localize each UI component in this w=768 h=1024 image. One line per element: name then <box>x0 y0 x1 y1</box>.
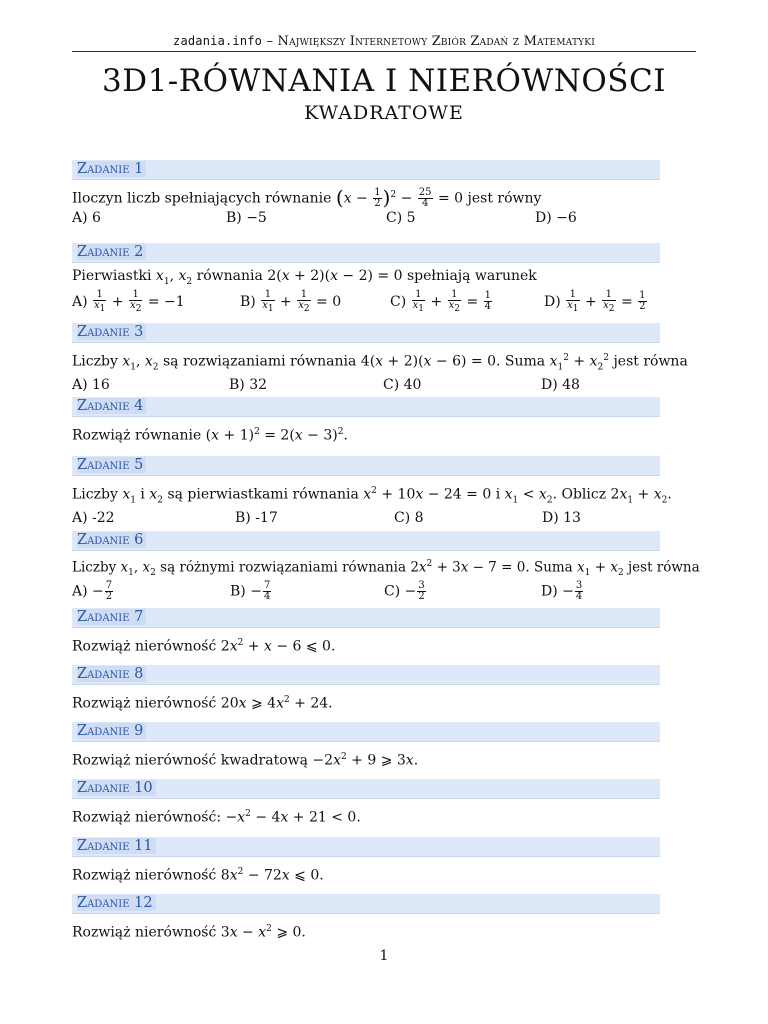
task-text: Rozwiąż nierówność $2x^2 + x - 6$ ⩽ 0. <box>72 638 336 655</box>
answer-d: D) −6 <box>535 210 577 227</box>
answer-d: D) 13 <box>542 510 581 527</box>
answer-a: A) 16 <box>72 377 110 394</box>
task-heading: Zadanie 2 <box>72 243 660 263</box>
answer-options <box>72 509 660 527</box>
task-text: Rozwiąż nierówność: $-x^2 - 4x + 21 < 0$. <box>72 809 361 826</box>
answer-b: B) 32 <box>229 377 268 394</box>
task-heading: Zadanie 1 <box>72 160 660 180</box>
task-text: Pierwiastki $x_1$, $x_2$ równania 2(x + 2)(x − 2) = 0 spełniają warunek <box>72 268 537 287</box>
answer-c: C) 5 <box>386 210 416 227</box>
task-text: Liczby $x_1$, $x_2$ są rozwiązaniami równania 4(x + 2)(x − 6) = 0. Suma $x_1^2 + x_2^2$ jest równa <box>72 353 688 373</box>
document-subtitle: KWADRATOWE <box>304 102 464 124</box>
answer-options <box>72 581 660 601</box>
header-dash: – <box>266 34 274 49</box>
answer-options <box>72 288 660 314</box>
task-heading: Zadanie 5 <box>72 456 660 476</box>
task-heading: Zadanie 12 <box>72 894 660 914</box>
task-heading: Zadanie 4 <box>72 397 660 417</box>
task-heading: Zadanie 10 <box>72 779 660 799</box>
task-heading: Zadanie 11 <box>72 837 660 857</box>
site-name: zadania.info <box>173 34 263 48</box>
answer-a: A) -22 <box>72 510 115 527</box>
answer-c: C) 40 <box>383 377 422 394</box>
answer-options <box>72 376 660 394</box>
task-heading: Zadanie 7 <box>72 608 660 628</box>
document-title: 3D1-RÓWNANIA I NIERÓWNOŚCI <box>102 63 666 99</box>
task-4 <box>72 397 660 445</box>
answer-d: D) $\frac{1}{x_1}$ + $\frac{1}{x_2}$ = $\frac{1}{2}$ <box>544 288 646 314</box>
task-heading: Zadanie 3 <box>72 323 660 343</box>
task-text: Liczby $x_1$ i $x_2$ są pierwiastkami równania $x^2 + 10x - 24 = 0$ i $x_1 < x_2$. Oblicz $2x_1 + x_2$. <box>72 486 672 506</box>
task-9 <box>72 722 660 770</box>
task-1 <box>72 160 660 227</box>
answer-c: C) 8 <box>394 510 424 527</box>
task-11 <box>72 837 660 885</box>
task-text: Rozwiąż nierówność $3x - x^2$ ⩾ 0. <box>72 924 306 941</box>
task-heading: Zadanie 9 <box>72 722 660 742</box>
answer-c: C) − $\frac{3}{2}$ <box>384 580 425 603</box>
task-text: Rozwiąż nierówność kwadratową $-2x^2 + 9$ ⩾ 3x. <box>72 752 419 769</box>
answer-a: A) 6 <box>72 210 101 227</box>
task-6 <box>72 531 700 603</box>
page-number: 1 <box>379 948 389 964</box>
answer-a: A) − $\frac{7}{2}$ <box>72 580 113 603</box>
answer-b: B) -17 <box>235 510 278 527</box>
task-8 <box>72 665 660 713</box>
answer-options <box>72 209 660 227</box>
answer-a: A) $\frac{1}{x_1}$ + $\frac{1}{x_2}$ = −1 <box>72 288 185 314</box>
task-12 <box>72 894 660 942</box>
answer-b: B) −5 <box>226 210 267 227</box>
task-heading: Zadanie 8 <box>72 665 660 685</box>
task-7 <box>72 608 660 656</box>
answer-b: B) − $\frac{7}{4}$ <box>230 580 271 603</box>
task-10 <box>72 779 660 827</box>
task-heading: Zadanie 6 <box>72 531 660 551</box>
task-text: Rozwiąż nierówność $8x^2 - 72x$ ⩽ 0. <box>72 867 324 884</box>
task-2 <box>72 243 660 314</box>
task-5 <box>72 456 672 527</box>
answer-b: B) $\frac{1}{x_1}$ + $\frac{1}{x_2}$ = 0 <box>240 288 342 314</box>
task-text: Rozwiąż równanie $(x + 1)^2 = 2(x - 3)^2$. <box>72 427 348 444</box>
task-text: Liczby $x_1$, $x_2$ są różnymi rozwiązaniami równania $2x^2 + 3x - 7 = 0$. Suma $x_1 + x_2$ jest równa <box>72 559 700 579</box>
page-header <box>72 34 696 52</box>
answer-d: D) 48 <box>541 377 580 394</box>
task-text: Iloczyn liczb spełniających równanie (x − $\frac{1}{2}$ )$^2$ − $\frac{25}{4}$ = 0 jest równy <box>72 185 542 210</box>
task-3 <box>72 323 688 394</box>
task-text: Rozwiąż nierówność 20x ⩾ $4x^2 + 24$. <box>72 695 333 712</box>
answer-d: D) − $\frac{3}{4}$ <box>541 580 583 603</box>
answer-c: C) $\frac{1}{x_1}$ + $\frac{1}{x_2}$ = $\frac{1}{4}$ <box>390 288 492 314</box>
header-tagline: Największy Internetowy Zbiór Zadań z Matematyki <box>277 34 595 49</box>
